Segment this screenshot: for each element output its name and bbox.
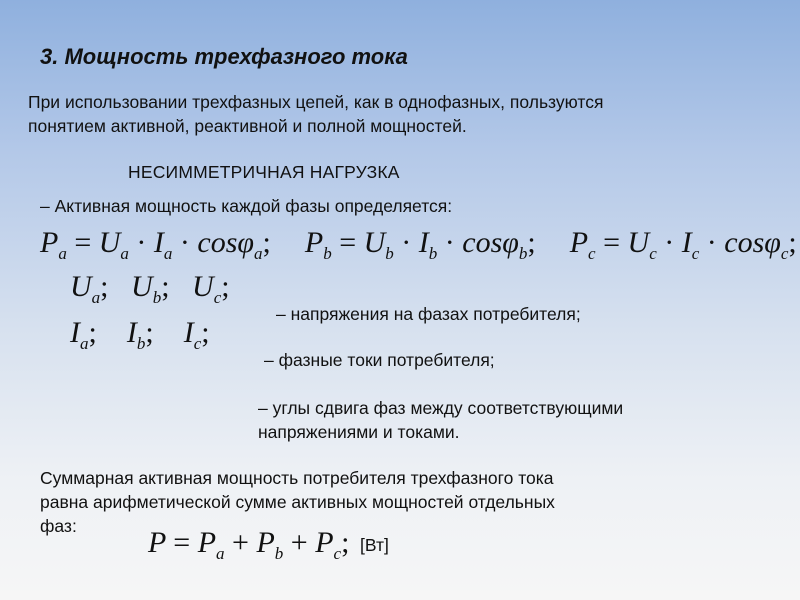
formula-pa: $P_a = U_a \cdot I_a \cdot \cos\varphi_a$; xyxy=(40,226,271,263)
angles-line-1: – углы сдвига фаз между соответствующими xyxy=(258,398,624,418)
intro-paragraph xyxy=(28,90,603,138)
intro-line-2: понятием активной, реактивной и полной мощностей. xyxy=(28,116,467,136)
angles-description xyxy=(258,396,623,444)
slide-title: 3. Мощность трехфазного тока xyxy=(40,44,408,69)
active-power-line: – Активная мощность каждой фазы определяется: xyxy=(40,196,453,216)
formula-pc: $P_c = U_c \cdot I_c \cdot \cos\varphi_c$; xyxy=(569,226,797,263)
currents-description: – фазные токи потребителя; xyxy=(264,350,495,370)
subheading: НЕСИММЕТРИЧНАЯ НАГРУЗКА xyxy=(128,162,400,182)
angles-line-2: напряжениями и токами. xyxy=(258,422,460,442)
unit-label: [Вт] xyxy=(360,535,389,555)
summary-line-2: равна арифметической сумме активных мощностей отдельных xyxy=(40,492,555,512)
intro-line-1: При использовании трехфазных цепей, как в однофазных, пользуются xyxy=(28,92,604,112)
phase-power-formulas xyxy=(40,226,797,264)
voltages-description: – напряжения на фазах потребителя; xyxy=(276,304,581,324)
formula-pb: $P_b = U_b \cdot I_b \cdot \cos\varphi_b$; xyxy=(304,226,536,263)
total-power-formula: $P = P_a + P_b + P_c$; xyxy=(148,526,350,563)
summary-line-3: фаз: xyxy=(40,516,77,536)
voltage-symbols: $U_a$; $U_b$; $U_c$; xyxy=(70,270,230,307)
summary-line-1: Суммарная активная мощность потребителя трехфазного тока xyxy=(40,468,554,488)
current-symbols: $I_a$; $I_b$; $I_c$; xyxy=(70,316,210,353)
